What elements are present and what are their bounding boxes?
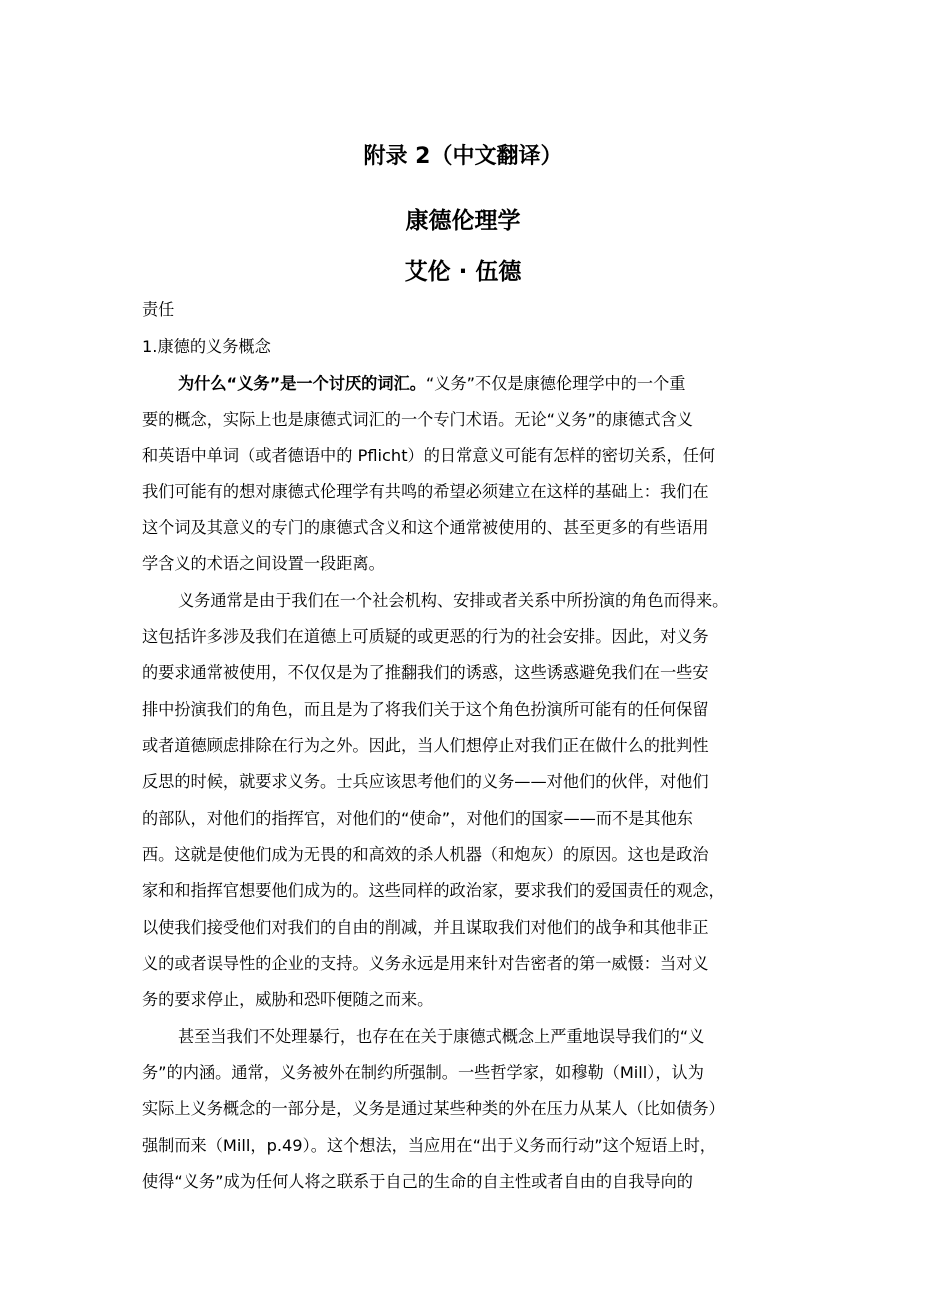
paragraph-line: 西。这就是使他们成为无畏的和高效的杀人机器（和炮灰）的原因。这也是政治 — [142, 845, 709, 864]
paragraph-line: 以使我们接受他们对我们的自由的削减，并且谋取我们对他们的战争和其他非正 — [142, 918, 709, 937]
paragraph-text: “义务”不仅是康德伦理学中的一个重 — [425, 374, 686, 393]
author-name: 艾伦 · 伍德 — [404, 259, 522, 285]
section-heading: 责任 — [142, 300, 175, 319]
paragraph-line: 这个词及其意义的专门的康德式含义和这个通常被使用的、甚至更多的有些语用 — [142, 518, 709, 537]
subsection-heading: 1.康德的义务概念 — [142, 337, 271, 356]
paragraph-line: 务”的内涵。通常，义务被外在制约所强制。一些哲学家，如穆勒（Mill），认为 — [142, 1063, 704, 1082]
appendix-title: 附录 2（中文翻译） — [363, 144, 563, 169]
paragraph-line: 义的或者误导性的企业的支持。义务永远是用来针对告密者的第一威慑：当对义 — [142, 954, 709, 973]
paragraph-line: 我们可能有的想对康德式伦理学有共鸣的希望必须建立在这样的基础上：我们在 — [142, 482, 709, 501]
paragraph-line: 反思的时候，就要求义务。士兵应该思考他们的义务——对他们的伙伴，对他们 — [142, 772, 709, 791]
paragraph-line: 要的概念，实际上也是康德式词汇的一个专门术语。无论“义务”的康德式含义 — [142, 410, 693, 429]
paragraph-line: 强制而来（Mill，p.49）。这个想法，当应用在“出于义务而行动”这个短语上时， — [142, 1136, 716, 1155]
paragraph-line: 的部队，对他们的指挥官，对他们的“使命”，对他们的国家——而不是其他东 — [142, 809, 693, 828]
paragraph-line: 家和和指挥官想要他们成为的。这些同样的政治家，要求我们的爱国责任的观念， — [142, 881, 725, 900]
paragraph-line: 使得“义务”成为任何人将之联系于自己的生命的自主性或者自由的自我导向的 — [142, 1172, 693, 1191]
paragraph-bold-lead: 为什么“义务”是一个讨厌的词汇。 — [178, 374, 426, 393]
paragraph-line: 甚至当我们不处理暴行，也存在在关于康德式概念上严重地误导我们的“义 — [178, 1027, 705, 1046]
paragraph-line: 务的要求停止，威胁和恐吓便随之而来。 — [142, 990, 434, 1009]
paragraph-line: 这包括许多涉及我们在道德上可质疑的或更恶的行为的社会安排。因此，对义务 — [142, 627, 709, 646]
paragraph-line: 学含义的术语之间设置一段距离。 — [142, 554, 385, 573]
paragraph-line: 义务通常是由于我们在一个社会机构、安排或者关系中所扮演的角色而得来。 — [178, 591, 729, 610]
paragraph-line — [178, 373, 686, 395]
paragraph-line: 和英语中单词（或者德语中的 Pflicht）的日常意义可能有怎样的密切关系，任何 — [142, 446, 716, 465]
page-title: 康德伦理学 — [405, 208, 521, 234]
paragraph-line: 或者道德顾虑排除在行为之外。因此，当人们想停止对我们正在做什么的批判性 — [142, 736, 709, 755]
paragraph-line: 的要求通常被使用，不仅仅是为了推翻我们的诱惑，这些诱惑避免我们在一些安 — [142, 663, 709, 682]
paragraph-line: 排中扮演我们的角色，而且是为了将我们关于这个角色扮演所可能有的任何保留 — [142, 700, 709, 719]
paragraph-line: 实际上义务概念的一部分是，义务是通过某些种类的外在压力从某人（比如债务） — [142, 1099, 725, 1118]
